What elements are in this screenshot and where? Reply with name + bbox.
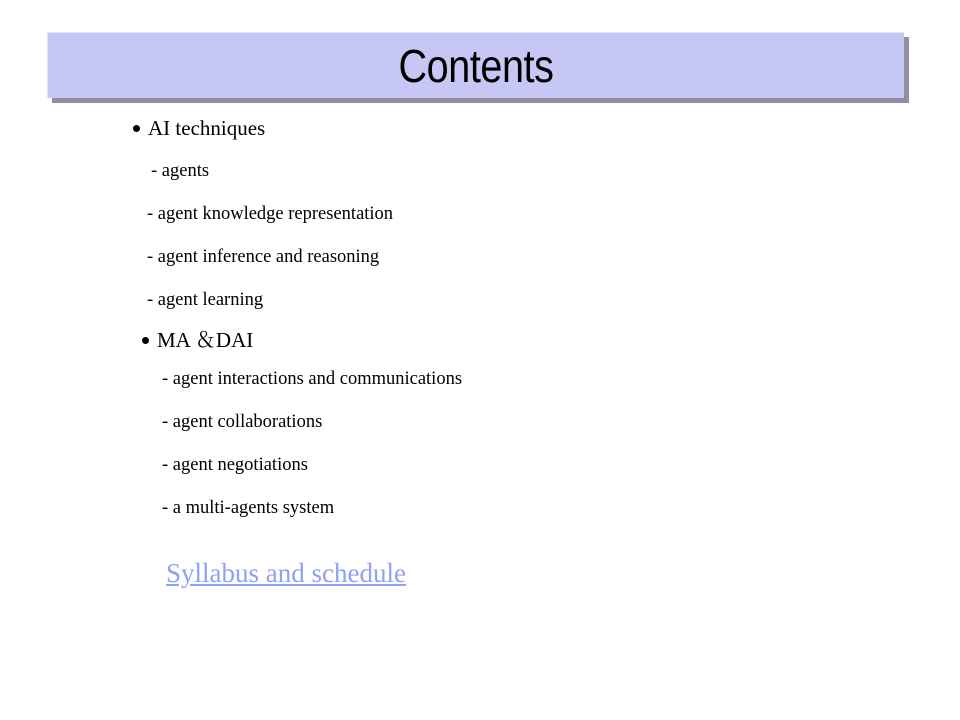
list-item: - agent knowledge representation <box>147 204 394 224</box>
list-item: - agent collaborations <box>162 412 323 432</box>
title-bar <box>47 32 904 98</box>
list-item: - agent interactions and communications <box>162 369 463 389</box>
section-heading-ai-techniques <box>133 116 265 141</box>
page-title: Contents <box>398 39 554 92</box>
list-item: - agent inference and reasoning <box>147 247 380 267</box>
list-item: - a multi-agents system <box>162 498 335 518</box>
section-heading-label: MA ＆DAI <box>157 328 254 352</box>
bullet-icon <box>133 125 140 132</box>
list-item: - agent learning <box>147 290 264 310</box>
bullet-icon <box>142 337 149 344</box>
syllabus-schedule-link[interactable]: Syllabus and schedule <box>166 558 406 588</box>
list-item: - agents <box>151 161 210 181</box>
list-item: - agent negotiations <box>162 455 308 475</box>
section-heading-ma-dai <box>142 324 253 354</box>
section-heading-label: AI techniques <box>148 116 266 140</box>
